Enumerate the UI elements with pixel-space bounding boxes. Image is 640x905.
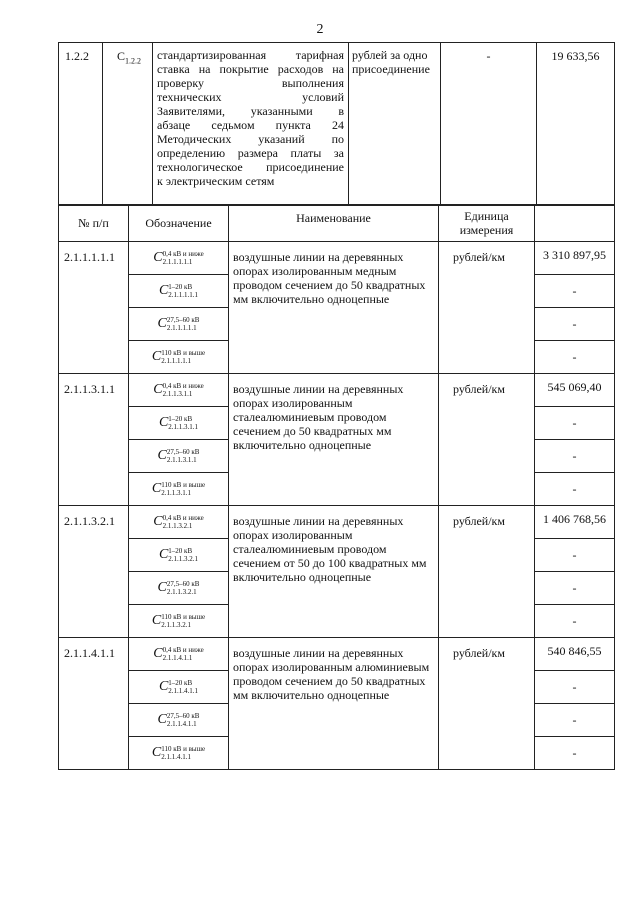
rate-value: 545 069,40: [535, 374, 615, 407]
rate-value: -: [535, 671, 615, 704]
rate-value: -: [535, 341, 615, 374]
symbol-indices: [168, 679, 198, 695]
description-lines: [157, 48, 344, 174]
group-number: 2.1.1.1.1.1: [59, 242, 129, 374]
symbol-code: 2.1.1.3.1.1: [161, 489, 192, 498]
row-symbol: [103, 43, 153, 206]
designation-symbol: [129, 341, 229, 374]
symbol-voltage: 27,5–60 кВ: [166, 316, 200, 325]
symbol-letter: C: [151, 480, 162, 496]
symbol-letter: C: [158, 546, 169, 562]
symbol-letter: C: [158, 678, 169, 694]
symbol-letter: C: [151, 744, 162, 760]
symbol-code: 2.1.1.4.1.1: [162, 654, 193, 663]
symbol-code: 2.1.1.3.2.1: [168, 555, 199, 564]
symbol-voltage: 110 кВ и выше: [161, 481, 206, 490]
designation-symbol: [129, 671, 229, 704]
description-line: Заявителями, указанными в: [157, 104, 344, 118]
symbol-indices: [167, 712, 200, 728]
symbol-voltage: 1–20 кВ: [168, 283, 193, 292]
symbol-letter: C: [157, 711, 167, 727]
symbol-indices: [163, 250, 204, 266]
table-row: [59, 374, 615, 407]
group-description: воздушные линии на деревянных опорах изолированным сталеалюминиевым проводом сечением от 50 до 100 квадратных мм включительно одноцепные: [229, 506, 439, 638]
symbol-letter: C: [157, 579, 167, 595]
symbol-letter: C: [151, 612, 162, 628]
symbol-code: 2.1.1.4.1.1: [161, 753, 192, 762]
designation-symbol: [129, 308, 229, 341]
symbol-voltage: 1–20 кВ: [168, 547, 193, 556]
group-description: воздушные линии на деревянных опорах изолированным сталеалюминиевым проводом сечением до 50 квадратных мм включительно одноцепные: [229, 374, 439, 506]
symbol-voltage: 0,4 кВ и ниже: [162, 514, 204, 523]
row-dash: -: [441, 43, 537, 206]
table-header-row: [59, 205, 615, 242]
symbol-letter: С: [117, 49, 126, 63]
rate-value: 1 406 768,56: [535, 506, 615, 539]
symbol-code: 2.1.1.3.2.1: [161, 621, 192, 630]
symbol-letter: C: [158, 414, 169, 430]
symbol-letter: C: [157, 315, 167, 331]
designation-symbol: [129, 275, 229, 308]
symbol-code: 2.1.1.4.1.1: [166, 720, 197, 729]
symbol-subscript: 1.2.2: [125, 56, 142, 66]
designation-symbol: [129, 572, 229, 605]
description-line: ставка на покрытие расходов на: [157, 62, 344, 76]
group-unit: рублей/км: [439, 506, 535, 638]
symbol-code: 2.1.1.3.2.1: [162, 522, 193, 531]
table-row: [59, 638, 615, 671]
group-number: 2.1.1.4.1.1: [59, 638, 129, 770]
designation-symbol: [129, 374, 229, 407]
designation-symbol: [129, 737, 229, 770]
description-line: абзаце седьмом пункта 24: [157, 118, 344, 132]
symbol-letter: C: [157, 447, 167, 463]
rates-body: [59, 242, 615, 770]
designation-symbol: [129, 506, 229, 539]
rate-value: -: [535, 308, 615, 341]
symbol-voltage: 0,4 кВ и ниже: [162, 382, 204, 391]
description-line: определению размера платы за: [157, 146, 344, 160]
designation-symbol: [129, 704, 229, 737]
rates-table: [58, 204, 615, 770]
description-line: проверку выполнения: [157, 76, 344, 90]
group-description: воздушные линии на деревянных опорах изолированным алюминиевым проводом сечением до 50 квадратных мм включительно одноцепные: [229, 638, 439, 770]
symbol-voltage: 27,5–60 кВ: [166, 712, 200, 721]
designation-symbol: [129, 407, 229, 440]
description-line: технологическое присоединение: [157, 160, 344, 174]
symbol-indices: [161, 481, 205, 497]
description-line: технических условий: [157, 90, 344, 104]
symbol-voltage: 110 кВ и выше: [161, 613, 206, 622]
symbol-code: 2.1.1.1.1.1: [166, 324, 197, 333]
table-row: [59, 43, 615, 206]
header-unit: Единица измерения: [439, 205, 535, 242]
symbol-voltage: 1–20 кВ: [168, 679, 193, 688]
symbol-code: 2.1.1.1.1.1: [161, 357, 192, 366]
symbol-code: 2.1.1.1.1.1: [168, 291, 199, 300]
symbol-code: 2.1.1.1.1.1: [162, 258, 193, 267]
table-row: [59, 242, 615, 275]
rate-value: -: [535, 737, 615, 770]
symbol-voltage: 0,4 кВ и ниже: [162, 646, 204, 655]
symbol-letter: C: [158, 282, 169, 298]
rate-value: 3 310 897,95: [535, 242, 615, 275]
group-number: 2.1.1.3.2.1: [59, 506, 129, 638]
symbol-indices: [167, 580, 200, 596]
header-value: [535, 205, 615, 242]
designation-symbol: [129, 473, 229, 506]
rate-value: -: [535, 407, 615, 440]
symbol-voltage: 1–20 кВ: [168, 415, 193, 424]
symbol-letter: C: [153, 249, 163, 265]
symbol-letter: C: [153, 513, 163, 529]
page-number: 2: [316, 22, 324, 37]
designation-symbol: [129, 605, 229, 638]
row-description: [153, 43, 349, 206]
table-row: [59, 506, 615, 539]
symbol-code: 2.1.1.3.1.1: [162, 390, 193, 399]
row-number: 1.2.2: [59, 43, 103, 206]
symbol-indices: [163, 514, 204, 530]
symbol-indices: [161, 613, 205, 629]
symbol-indices: [168, 283, 198, 299]
description-line: стандартизированная тарифная: [157, 48, 344, 62]
tariff-row-table: [58, 42, 615, 206]
header-symbol: Обозначение: [129, 205, 229, 242]
designation-symbol: [129, 242, 229, 275]
group-unit: рублей/км: [439, 374, 535, 506]
designation-symbol: [129, 440, 229, 473]
symbol-voltage: 27,5–60 кВ: [166, 580, 200, 589]
description-line: к электрическим сетям: [157, 174, 275, 188]
description-line: Методических указаний по: [157, 132, 344, 146]
header-name: Наименование: [229, 205, 439, 242]
symbol-code: 2.1.1.4.1.1: [168, 687, 199, 696]
symbol-indices: [167, 316, 200, 332]
symbol-code: 2.1.1.3.2.1: [166, 588, 197, 597]
rate-value: -: [535, 539, 615, 572]
group-number: 2.1.1.3.1.1: [59, 374, 129, 506]
symbol-indices: [163, 382, 204, 398]
rate-value: -: [535, 275, 615, 308]
designation-symbol: [129, 539, 229, 572]
symbol-code: 2.1.1.3.1.1: [168, 423, 199, 432]
symbol-voltage: 110 кВ и выше: [161, 745, 206, 754]
symbol-indices: [168, 547, 198, 563]
symbol-letter: C: [153, 381, 163, 397]
row-unit: рублей за одно присоединение: [349, 43, 441, 206]
symbol-indices: [161, 349, 205, 365]
rate-value: -: [535, 704, 615, 737]
rate-value: -: [535, 440, 615, 473]
symbol-indices: [163, 646, 204, 662]
group-unit: рублей/км: [439, 242, 535, 374]
symbol-voltage: 110 кВ и выше: [161, 349, 206, 358]
group-description: воздушные линии на деревянных опорах изолированным медным проводом сечением до 50 квадратных мм включительно одноцепные: [229, 242, 439, 374]
symbol-letter: C: [153, 645, 163, 661]
symbol-letter: C: [151, 348, 162, 364]
rate-value: 540 846,55: [535, 638, 615, 671]
symbol-code: 2.1.1.3.1.1: [166, 456, 197, 465]
symbol-indices: [168, 415, 198, 431]
row-value: 19 633,56: [537, 43, 615, 206]
group-unit: рублей/км: [439, 638, 535, 770]
symbol-voltage: 27,5–60 кВ: [166, 448, 200, 457]
rate-value: -: [535, 572, 615, 605]
symbol-indices: [167, 448, 200, 464]
header-number: № п/п: [59, 205, 129, 242]
rate-value: -: [535, 473, 615, 506]
symbol-voltage: 0,4 кВ и ниже: [162, 250, 204, 259]
rate-value: -: [535, 605, 615, 638]
designation-symbol: [129, 638, 229, 671]
symbol-indices: [161, 745, 205, 761]
